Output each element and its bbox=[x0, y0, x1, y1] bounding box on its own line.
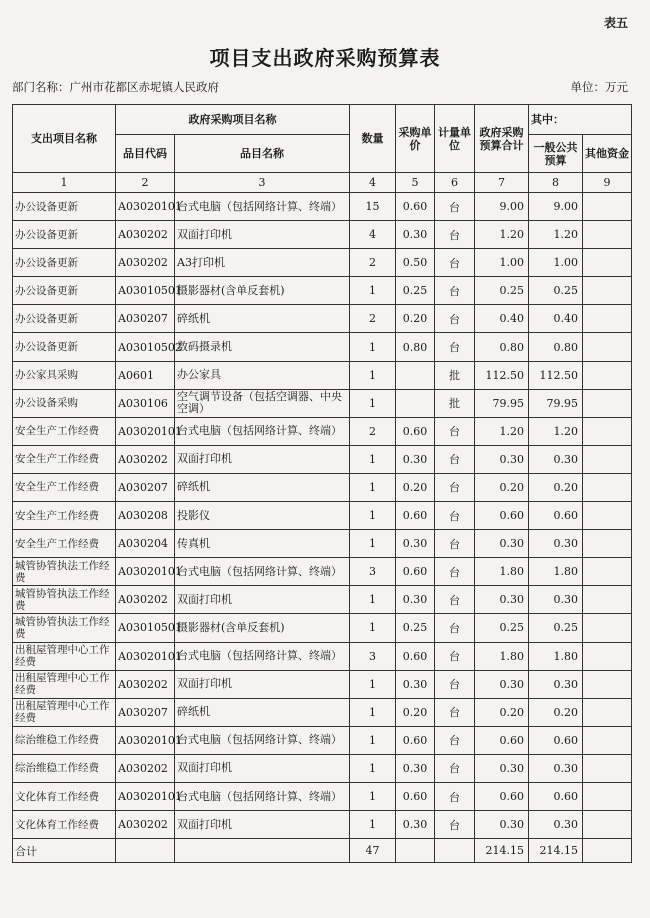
project-name-cell: 办公设备更新 bbox=[13, 221, 116, 249]
table-row bbox=[13, 558, 632, 586]
item-name-cell: 双面打印机 bbox=[175, 221, 350, 249]
project-name-cell: 办公设备采购 bbox=[13, 389, 116, 417]
general-budget-cell: 1.80 bbox=[529, 642, 583, 670]
budget-total-cell: 0.40 bbox=[475, 305, 529, 333]
item-code-cell: A030202 bbox=[116, 249, 175, 277]
unit-price-cell: 0.25 bbox=[396, 277, 435, 305]
total-row bbox=[13, 839, 632, 863]
item-code-cell: A030207 bbox=[116, 698, 175, 726]
general-budget-cell: 0.60 bbox=[529, 502, 583, 530]
measure-unit-cell: 台 bbox=[435, 277, 475, 305]
general-budget-cell: 0.40 bbox=[529, 305, 583, 333]
item-name-cell: 双面打印机 bbox=[175, 586, 350, 614]
general-budget-cell: 0.30 bbox=[529, 670, 583, 698]
table-row bbox=[13, 305, 632, 333]
general-budget-cell: 79.95 bbox=[529, 389, 583, 417]
header-code: 品目代码 bbox=[116, 135, 175, 173]
index-cell: 1 bbox=[13, 173, 116, 193]
item-code-cell: A030207 bbox=[116, 305, 175, 333]
general-budget-cell: 0.30 bbox=[529, 754, 583, 782]
project-name-cell: 文化体育工作经费 bbox=[13, 811, 116, 839]
general-budget-cell: 0.25 bbox=[529, 614, 583, 642]
index-cell: 5 bbox=[396, 173, 435, 193]
item-code-cell: A03010502 bbox=[116, 333, 175, 361]
table-row bbox=[13, 361, 632, 389]
page-title: 项目支出政府采购预算表 bbox=[209, 46, 441, 70]
budget-total-cell: 0.30 bbox=[475, 530, 529, 558]
item-code-cell: A03010501 bbox=[116, 614, 175, 642]
other-funds-cell bbox=[583, 670, 632, 698]
general-budget-cell: 0.20 bbox=[529, 473, 583, 501]
item-name-cell: A3打印机 bbox=[175, 249, 350, 277]
quantity-cell: 1 bbox=[350, 445, 396, 473]
quantity-cell: 1 bbox=[350, 389, 396, 417]
item-name-cell: 碎纸机 bbox=[175, 698, 350, 726]
project-name-cell: 综治维稳工作经费 bbox=[13, 726, 116, 754]
measure-unit-cell: 台 bbox=[435, 670, 475, 698]
project-name-cell: 办公家具采购 bbox=[13, 361, 116, 389]
table-row bbox=[13, 614, 632, 642]
item-code-cell: A03020101 bbox=[116, 782, 175, 810]
item-code-cell: A030202 bbox=[116, 670, 175, 698]
project-name-cell: 城管协管执法工作经费 bbox=[13, 614, 116, 642]
item-code-cell: A030202 bbox=[116, 811, 175, 839]
unit-price-cell: 0.30 bbox=[396, 670, 435, 698]
project-name-cell: 出租屋管理中心工作经费 bbox=[13, 642, 116, 670]
measure-unit-cell: 台 bbox=[435, 614, 475, 642]
total-unit bbox=[435, 839, 475, 863]
total-label: 合计 bbox=[13, 839, 116, 863]
budget-total-cell: 0.20 bbox=[475, 473, 529, 501]
index-cell: 9 bbox=[583, 173, 632, 193]
quantity-cell: 15 bbox=[350, 193, 396, 221]
quantity-cell: 1 bbox=[350, 586, 396, 614]
general-budget-cell: 1.20 bbox=[529, 417, 583, 445]
budget-total-cell: 1.80 bbox=[475, 642, 529, 670]
budget-total-cell: 0.30 bbox=[475, 445, 529, 473]
measure-unit-cell: 台 bbox=[435, 811, 475, 839]
budget-total-cell: 1.20 bbox=[475, 417, 529, 445]
total-price bbox=[396, 839, 435, 863]
header-of-which: 其中： bbox=[529, 105, 632, 135]
budget-total-cell: 1.20 bbox=[475, 221, 529, 249]
quantity-cell: 1 bbox=[350, 754, 396, 782]
header-other-funds: 其他资金 bbox=[583, 135, 632, 173]
budget-total-cell: 0.30 bbox=[475, 754, 529, 782]
item-name-cell: 台式电脑（包括网络计算、终端） bbox=[175, 558, 350, 586]
unit-label: 单位：万元 bbox=[570, 80, 628, 94]
item-code-cell: A03020101 bbox=[116, 642, 175, 670]
other-funds-cell bbox=[583, 333, 632, 361]
unit-price-cell: 0.60 bbox=[396, 726, 435, 754]
table-number: 表五 bbox=[603, 16, 628, 30]
project-name-cell: 安全生产工作经费 bbox=[13, 473, 116, 501]
general-budget-cell: 9.00 bbox=[529, 193, 583, 221]
project-name-cell: 城管协管执法工作经费 bbox=[13, 586, 116, 614]
header-project-name: 支出项目名称 bbox=[13, 105, 116, 173]
general-budget-cell: 1.00 bbox=[529, 249, 583, 277]
general-budget-cell: 1.80 bbox=[529, 558, 583, 586]
header-item-name: 品目名称 bbox=[175, 135, 350, 173]
general-budget-cell: 1.20 bbox=[529, 221, 583, 249]
quantity-cell: 1 bbox=[350, 698, 396, 726]
budget-total-cell: 0.30 bbox=[475, 670, 529, 698]
measure-unit-cell: 批 bbox=[435, 361, 475, 389]
quantity-cell: 1 bbox=[350, 614, 396, 642]
measure-unit-cell: 台 bbox=[435, 305, 475, 333]
project-name-cell: 出租屋管理中心工作经费 bbox=[13, 698, 116, 726]
other-funds-cell bbox=[583, 782, 632, 810]
measure-unit-cell: 台 bbox=[435, 473, 475, 501]
unit-price-cell bbox=[396, 389, 435, 417]
index-cell: 3 bbox=[175, 173, 350, 193]
general-budget-cell: 0.60 bbox=[529, 726, 583, 754]
item-code-cell: A030106 bbox=[116, 389, 175, 417]
other-funds-cell bbox=[583, 586, 632, 614]
quantity-cell: 1 bbox=[350, 726, 396, 754]
item-name-cell: 双面打印机 bbox=[175, 445, 350, 473]
item-name-cell: 台式电脑（包括网络计算、终端） bbox=[175, 726, 350, 754]
unit-price-cell: 0.30 bbox=[396, 530, 435, 558]
measure-unit-cell: 台 bbox=[435, 333, 475, 361]
budget-total-cell: 79.95 bbox=[475, 389, 529, 417]
budget-total-cell: 112.50 bbox=[475, 361, 529, 389]
table-row bbox=[13, 502, 632, 530]
other-funds-cell bbox=[583, 811, 632, 839]
measure-unit-cell: 台 bbox=[435, 754, 475, 782]
table-row bbox=[13, 782, 632, 810]
quantity-cell: 2 bbox=[350, 305, 396, 333]
index-cell: 6 bbox=[435, 173, 475, 193]
item-name-cell: 办公家具 bbox=[175, 361, 350, 389]
general-budget-cell: 0.80 bbox=[529, 333, 583, 361]
item-name-cell: 双面打印机 bbox=[175, 670, 350, 698]
project-name-cell: 办公设备更新 bbox=[13, 277, 116, 305]
project-name-cell: 办公设备更新 bbox=[13, 249, 116, 277]
other-funds-cell bbox=[583, 445, 632, 473]
index-cell: 7 bbox=[475, 173, 529, 193]
budget-total-cell: 0.30 bbox=[475, 586, 529, 614]
measure-unit-cell: 台 bbox=[435, 249, 475, 277]
unit-price-cell: 0.60 bbox=[396, 502, 435, 530]
unit-price-cell: 0.30 bbox=[396, 221, 435, 249]
unit-price-cell: 0.30 bbox=[396, 586, 435, 614]
item-name-cell: 摄影器材(含单反套机) bbox=[175, 614, 350, 642]
other-funds-cell bbox=[583, 221, 632, 249]
unit-price-cell: 0.20 bbox=[396, 698, 435, 726]
budget-total-cell: 0.60 bbox=[475, 782, 529, 810]
item-code-cell: A030202 bbox=[116, 221, 175, 249]
measure-unit-cell: 台 bbox=[435, 502, 475, 530]
item-code-cell: A030208 bbox=[116, 502, 175, 530]
item-name-cell: 碎纸机 bbox=[175, 305, 350, 333]
item-name-cell: 碎纸机 bbox=[175, 473, 350, 501]
budget-total-cell: 0.25 bbox=[475, 614, 529, 642]
table-row bbox=[13, 417, 632, 445]
project-name-cell: 安全生产工作经费 bbox=[13, 502, 116, 530]
table-row bbox=[13, 445, 632, 473]
budget-total-cell: 0.30 bbox=[475, 811, 529, 839]
measure-unit-cell: 台 bbox=[435, 726, 475, 754]
general-budget-cell: 0.30 bbox=[529, 586, 583, 614]
table-row bbox=[13, 586, 632, 614]
total-quantity: 47 bbox=[350, 839, 396, 863]
item-name-cell: 台式电脑（包括网络计算、终端） bbox=[175, 642, 350, 670]
other-funds-cell bbox=[583, 389, 632, 417]
index-cell: 2 bbox=[116, 173, 175, 193]
table-row bbox=[13, 698, 632, 726]
measure-unit-cell: 台 bbox=[435, 586, 475, 614]
unit-price-cell: 0.30 bbox=[396, 811, 435, 839]
header-measure-unit: 计量单位 bbox=[435, 105, 475, 173]
quantity-cell: 1 bbox=[350, 670, 396, 698]
unit-price-cell: 0.50 bbox=[396, 249, 435, 277]
unit-price-cell: 0.20 bbox=[396, 473, 435, 501]
general-budget-cell: 0.30 bbox=[529, 811, 583, 839]
unit-price-cell: 0.30 bbox=[396, 754, 435, 782]
other-funds-cell bbox=[583, 698, 632, 726]
general-budget-cell: 0.25 bbox=[529, 277, 583, 305]
item-code-cell: A03020101 bbox=[116, 193, 175, 221]
measure-unit-cell: 台 bbox=[435, 417, 475, 445]
project-name-cell: 出租屋管理中心工作经费 bbox=[13, 670, 116, 698]
general-budget-cell: 0.60 bbox=[529, 782, 583, 810]
table-row bbox=[13, 670, 632, 698]
item-name-cell: 台式电脑（包括网络计算、终端） bbox=[175, 417, 350, 445]
other-funds-cell bbox=[583, 473, 632, 501]
other-funds-cell bbox=[583, 305, 632, 333]
item-code-cell: A030202 bbox=[116, 586, 175, 614]
budget-total-cell: 0.25 bbox=[475, 277, 529, 305]
quantity-cell: 1 bbox=[350, 782, 396, 810]
measure-unit-cell: 台 bbox=[435, 642, 475, 670]
quantity-cell: 1 bbox=[350, 361, 396, 389]
quantity-cell: 4 bbox=[350, 221, 396, 249]
unit-price-cell bbox=[396, 361, 435, 389]
other-funds-cell bbox=[583, 642, 632, 670]
item-name-cell: 摄影器材(含单反套机) bbox=[175, 277, 350, 305]
total-general-budget: 214.15 bbox=[529, 839, 583, 863]
table-row bbox=[13, 726, 632, 754]
index-cell: 4 bbox=[350, 173, 396, 193]
table-row bbox=[13, 221, 632, 249]
table-row bbox=[13, 642, 632, 670]
other-funds-cell bbox=[583, 726, 632, 754]
other-funds-cell bbox=[583, 249, 632, 277]
unit-price-cell: 0.30 bbox=[396, 445, 435, 473]
unit-price-cell: 0.60 bbox=[396, 193, 435, 221]
unit-price-cell: 0.60 bbox=[396, 642, 435, 670]
project-name-cell: 安全生产工作经费 bbox=[13, 417, 116, 445]
project-name-cell: 综治维稳工作经费 bbox=[13, 754, 116, 782]
total-budget: 214.15 bbox=[475, 839, 529, 863]
general-budget-cell: 112.50 bbox=[529, 361, 583, 389]
quantity-cell: 1 bbox=[350, 530, 396, 558]
quantity-cell: 1 bbox=[350, 811, 396, 839]
item-code-cell: A030207 bbox=[116, 473, 175, 501]
quantity-cell: 3 bbox=[350, 642, 396, 670]
table-row bbox=[13, 277, 632, 305]
other-funds-cell bbox=[583, 614, 632, 642]
other-funds-cell bbox=[583, 277, 632, 305]
table-row bbox=[13, 249, 632, 277]
unit-price-cell: 0.60 bbox=[396, 417, 435, 445]
item-name-cell: 台式电脑（包括网络计算、终端） bbox=[175, 782, 350, 810]
budget-total-cell: 0.60 bbox=[475, 726, 529, 754]
measure-unit-cell: 台 bbox=[435, 782, 475, 810]
budget-total-cell: 0.60 bbox=[475, 502, 529, 530]
item-name-cell: 数码摄录机 bbox=[175, 333, 350, 361]
project-name-cell: 办公设备更新 bbox=[13, 305, 116, 333]
index-cell: 8 bbox=[529, 173, 583, 193]
item-code-cell: A030204 bbox=[116, 530, 175, 558]
quantity-cell: 1 bbox=[350, 473, 396, 501]
item-code-cell: A03020101 bbox=[116, 417, 175, 445]
item-name-cell: 双面打印机 bbox=[175, 811, 350, 839]
project-name-cell: 安全生产工作经费 bbox=[13, 445, 116, 473]
item-name-cell: 传真机 bbox=[175, 530, 350, 558]
table-row bbox=[13, 754, 632, 782]
total-other-funds bbox=[583, 839, 632, 863]
general-budget-cell: 0.30 bbox=[529, 445, 583, 473]
budget-total-cell: 9.00 bbox=[475, 193, 529, 221]
quantity-cell: 3 bbox=[350, 558, 396, 586]
header-budget-total: 政府采购预算合计 bbox=[475, 105, 529, 173]
budget-table bbox=[12, 104, 632, 863]
table-row bbox=[13, 193, 632, 221]
general-budget-cell: 0.20 bbox=[529, 698, 583, 726]
table-row bbox=[13, 389, 632, 417]
measure-unit-cell: 台 bbox=[435, 530, 475, 558]
quantity-cell: 1 bbox=[350, 333, 396, 361]
unit-price-cell: 0.60 bbox=[396, 558, 435, 586]
header-quantity: 数量 bbox=[350, 105, 396, 173]
measure-unit-cell: 台 bbox=[435, 221, 475, 249]
project-name-cell: 办公设备更新 bbox=[13, 193, 116, 221]
item-name-cell: 空气调节设备（包括空调器、中央空调） bbox=[175, 389, 350, 417]
budget-total-cell: 0.20 bbox=[475, 698, 529, 726]
item-name-cell: 台式电脑（包括网络计算、终端） bbox=[175, 193, 350, 221]
table-row bbox=[13, 530, 632, 558]
general-budget-cell: 0.30 bbox=[529, 530, 583, 558]
item-name-cell: 投影仪 bbox=[175, 502, 350, 530]
column-index-row bbox=[13, 173, 632, 193]
other-funds-cell bbox=[583, 193, 632, 221]
unit-price-cell: 0.20 bbox=[396, 305, 435, 333]
measure-unit-cell: 台 bbox=[435, 558, 475, 586]
item-code-cell: A030202 bbox=[116, 754, 175, 782]
budget-total-cell: 0.80 bbox=[475, 333, 529, 361]
department-name: 部门名称：广州市花都区赤坭镇人民政府 bbox=[12, 80, 219, 94]
measure-unit-cell: 台 bbox=[435, 445, 475, 473]
measure-unit-cell: 批 bbox=[435, 389, 475, 417]
item-code-cell: A03020101 bbox=[116, 558, 175, 586]
quantity-cell: 2 bbox=[350, 417, 396, 445]
unit-price-cell: 0.60 bbox=[396, 782, 435, 810]
item-code-cell: A03010501 bbox=[116, 277, 175, 305]
quantity-cell: 1 bbox=[350, 502, 396, 530]
project-name-cell: 城管协管执法工作经费 bbox=[13, 558, 116, 586]
quantity-cell: 2 bbox=[350, 249, 396, 277]
quantity-cell: 1 bbox=[350, 277, 396, 305]
header-gov-item-name: 政府采购项目名称 bbox=[116, 105, 350, 135]
measure-unit-cell: 台 bbox=[435, 193, 475, 221]
header-unit-price: 采购单价 bbox=[396, 105, 435, 173]
table-row bbox=[13, 811, 632, 839]
other-funds-cell bbox=[583, 361, 632, 389]
table-row bbox=[13, 473, 632, 501]
measure-unit-cell: 台 bbox=[435, 698, 475, 726]
item-code-cell: A0601 bbox=[116, 361, 175, 389]
unit-price-cell: 0.25 bbox=[396, 614, 435, 642]
project-name-cell: 安全生产工作经费 bbox=[13, 530, 116, 558]
item-name-cell: 双面打印机 bbox=[175, 754, 350, 782]
budget-total-cell: 1.80 bbox=[475, 558, 529, 586]
project-name-cell: 办公设备更新 bbox=[13, 333, 116, 361]
project-name-cell: 文化体育工作经费 bbox=[13, 782, 116, 810]
other-funds-cell bbox=[583, 502, 632, 530]
other-funds-cell bbox=[583, 754, 632, 782]
item-code-cell: A030202 bbox=[116, 445, 175, 473]
item-code-cell: A03020101 bbox=[116, 726, 175, 754]
other-funds-cell bbox=[583, 417, 632, 445]
budget-total-cell: 1.00 bbox=[475, 249, 529, 277]
other-funds-cell bbox=[583, 558, 632, 586]
unit-price-cell: 0.80 bbox=[396, 333, 435, 361]
header-general-budget: 一般公共预算 bbox=[529, 135, 583, 173]
other-funds-cell bbox=[583, 530, 632, 558]
table-row bbox=[13, 333, 632, 361]
